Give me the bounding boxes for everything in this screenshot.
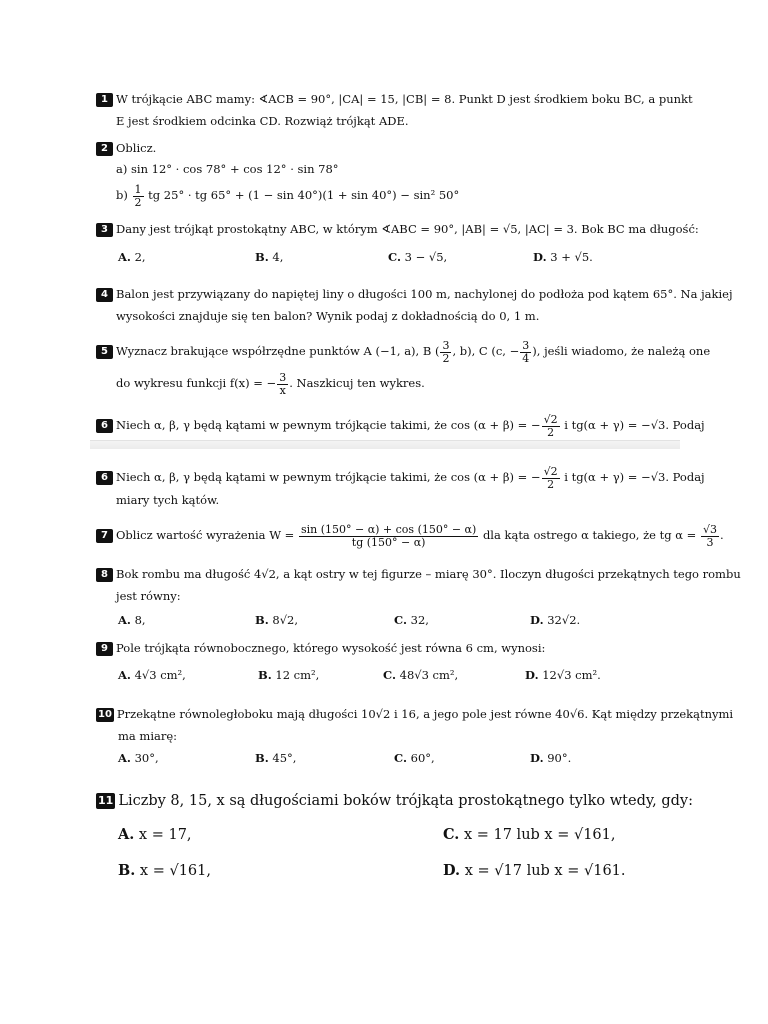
task-3 — [96, 218, 699, 268]
task-text: W trójkącie ABC mamy: ∢ACB = 90°, |CA| = 15, |CB| = 8. Punkt D jest środkiem boku BC, a punkt — [116, 92, 693, 106]
fraction-numerator: √2 — [543, 464, 558, 478]
answer-value: 90°. — [547, 751, 572, 765]
task-text: Niech α, β, γ będą kątami w pewnym trójkącie takimi, że cos (α + β) = − — [116, 418, 541, 432]
answer-a[interactable] — [118, 609, 146, 631]
fraction-numerator: 1 — [134, 182, 142, 196]
answer-b[interactable] — [118, 854, 211, 888]
answer-label: D. — [525, 668, 539, 682]
task-text: ma miarę: — [118, 729, 178, 743]
answer-label: C. — [443, 826, 460, 843]
task-text: Pole trójkąta równobocznego, którego wysokość jest równa 6 cm, wynosi: — [116, 641, 546, 655]
answer-value: 2, — [134, 250, 146, 264]
task-6-duplicate — [96, 410, 705, 440]
answer-label: A. — [118, 250, 131, 264]
fraction — [299, 524, 478, 549]
fraction — [520, 340, 531, 365]
subtask-b-expression: tg 25° · tg 65° + (1 − sin 40°)(1 + sin 40°) − sin² 50° — [148, 188, 460, 202]
answer-value: x = 17, — [138, 827, 192, 843]
task-number: 2 — [96, 142, 113, 156]
task-text: ), jeśli wiadomo, że należą one — [532, 344, 711, 358]
answer-c[interactable] — [383, 664, 458, 686]
task-number: 10 — [98, 709, 112, 720]
task-text: , b), C (c, − — [452, 344, 520, 358]
answer-options — [118, 246, 676, 268]
answer-options — [118, 609, 676, 631]
answer-label: C. — [383, 668, 396, 682]
answer-value: x = √161, — [139, 863, 211, 879]
task-number: 7 — [96, 529, 113, 543]
subtask-b-label: b) — [116, 188, 128, 202]
answer-options-row-2 — [118, 854, 716, 890]
fraction — [542, 414, 560, 439]
fraction-numerator: 3 — [279, 370, 287, 384]
answer-label: C. — [388, 250, 401, 264]
answer-value: 32√2. — [547, 613, 581, 627]
answer-d[interactable] — [525, 664, 601, 686]
answer-label: A. — [118, 668, 131, 682]
fraction-numerator: √2 — [543, 412, 558, 426]
answer-value: x = 17 lub x = √161, — [463, 827, 616, 843]
task-text: Oblicz wartość wyrażenia W = — [116, 528, 295, 542]
answer-label: B. — [118, 862, 136, 879]
answer-options-row-1 — [118, 818, 716, 854]
answer-c[interactable] — [443, 818, 616, 852]
task-text: jest równy: — [116, 589, 181, 603]
fraction-numerator: √3 — [702, 522, 717, 536]
task-6 — [96, 462, 705, 508]
answer-label: C. — [394, 613, 407, 627]
answer-c[interactable] — [394, 609, 429, 631]
fraction — [542, 466, 560, 491]
fraction-numerator: sin (150° − α) + cos (150° − α) — [300, 522, 477, 536]
task-text: Wyznacz brakujące współrzędne punktów A (−1, a), B ( — [116, 344, 440, 358]
task-9 — [96, 637, 676, 686]
task-8 — [96, 563, 741, 631]
fraction-numerator: 3 — [522, 338, 530, 352]
fraction-denominator: x — [279, 383, 286, 397]
answer-a[interactable] — [118, 747, 159, 769]
fraction-denominator: 4 — [522, 351, 530, 365]
answer-value: x = √17 lub x = √161. — [464, 863, 626, 879]
answer-label: B. — [255, 751, 269, 765]
task-text: i tg(α + γ) = −√3. Podaj — [560, 418, 705, 432]
task-number: 5 — [96, 345, 113, 359]
answer-value: 45°, — [272, 751, 297, 765]
task-text: Bok rombu ma długość 4√2, a kąt ostry w tej figurze – miarę 30°. Iloczyn długości przekątnych tego rombu — [116, 567, 741, 581]
task-number: 9 — [96, 642, 113, 656]
answer-c[interactable] — [394, 747, 435, 769]
task-number: 3 — [96, 223, 113, 237]
answer-value: 3 + √5. — [550, 250, 593, 264]
answer-d[interactable] — [533, 246, 593, 268]
scan-seam — [90, 440, 680, 449]
task-4 — [96, 283, 733, 327]
fraction-denominator: 2 — [442, 351, 450, 365]
task-text: Dany jest trójkąt prostokątny ABC, w którym ∢ABC = 90°, |AB| = √5, |AC| = 3. Bok BC ma długość: — [116, 222, 699, 236]
task-text: E jest środkiem odcinka CD. Rozwiąż trójkąt ADE. — [116, 114, 409, 128]
answer-label: A. — [118, 826, 135, 843]
task-text: Niech α, β, γ będą kątami w pewnym trójkącie takimi, że cos (α + β) = − — [116, 470, 541, 484]
answer-label: B. — [258, 668, 272, 682]
answer-b[interactable] — [255, 609, 298, 631]
answer-label: D. — [533, 250, 547, 264]
answer-options — [118, 664, 676, 686]
task-11 — [96, 784, 716, 890]
fraction-denominator: 3 — [706, 535, 714, 549]
answer-label: D. — [443, 862, 461, 879]
task-text: Przekątne równoległoboku mają długości 10√2 i 16, a jego pole jest równe 40√6. Kąt między przekątnymi — [116, 707, 734, 721]
task-text: miary tych kątów. — [116, 493, 220, 507]
answer-d[interactable] — [530, 747, 571, 769]
answer-b[interactable] — [258, 664, 319, 686]
answer-value: 60°, — [410, 751, 435, 765]
fraction-denominator: 2 — [547, 425, 555, 439]
task-text: i tg(α + γ) = −√3. Podaj — [560, 470, 705, 484]
task-number: 8 — [96, 568, 113, 582]
answer-value: 4√3 cm², — [134, 668, 186, 682]
task-text: Balon jest przywiązany do napiętej liny o długości 100 m, nachylonej do podłoża pod kątem 65°. Na jakiej — [116, 287, 733, 301]
answer-value: 8√2, — [272, 613, 299, 627]
answer-value: 12 cm², — [275, 668, 320, 682]
answer-label: B. — [255, 613, 269, 627]
answer-c[interactable] — [388, 246, 447, 268]
answer-b[interactable] — [255, 747, 296, 769]
answer-b[interactable] — [255, 246, 283, 268]
task-text: . Naszkicuj ten wykres. — [289, 376, 425, 390]
subtask-a: a) sin 12° · cos 78° + cos 12° · sin 78° — [116, 162, 339, 176]
task-number: 1 — [96, 93, 113, 107]
task-number: 6 — [96, 419, 113, 433]
task-text: . — [719, 528, 724, 542]
answer-label: A. — [118, 751, 131, 765]
task-text: wysokości znajduje się ten balon? Wynik podaj z dokładnością do 0, 1 m. — [116, 309, 540, 323]
fraction — [133, 184, 144, 209]
task-number: 6 — [96, 471, 113, 485]
answer-value: 4, — [272, 250, 284, 264]
task-2 — [96, 138, 676, 210]
task-7 — [96, 518, 724, 552]
answer-a[interactable] — [118, 246, 146, 268]
answer-options — [118, 747, 676, 769]
fraction — [277, 372, 288, 397]
fraction-numerator: 3 — [442, 338, 450, 352]
task-5 — [96, 335, 711, 399]
fraction-denominator: tg (150° − α) — [351, 535, 426, 549]
answer-value: 3 − √5, — [404, 250, 448, 264]
task-number: 11 — [98, 794, 114, 807]
fraction — [440, 340, 451, 365]
fraction-denominator: 2 — [547, 477, 555, 491]
answer-value: 30°, — [134, 751, 159, 765]
task-text: do wykresu funkcji f(x) = − — [116, 376, 277, 390]
answer-a[interactable] — [118, 664, 186, 686]
task-number: 4 — [96, 288, 113, 302]
answer-value: 8, — [134, 613, 146, 627]
answer-label: B. — [255, 250, 269, 264]
answer-d[interactable] — [530, 609, 580, 631]
answer-value: 12√3 cm². — [542, 668, 601, 682]
task-1 — [96, 88, 693, 132]
answer-label: D. — [530, 751, 544, 765]
answer-a[interactable] — [118, 818, 192, 852]
answer-label: C. — [394, 751, 407, 765]
task-text: Liczby 8, 15, x są długościami boków trójkąta prostokątnego tylko wtedy, gdy: — [118, 793, 693, 809]
fraction-denominator: 2 — [134, 195, 142, 209]
task-10 — [96, 703, 734, 769]
task-title: Oblicz. — [116, 141, 157, 155]
answer-label: D. — [530, 613, 544, 627]
fraction — [701, 524, 719, 549]
answer-label: A. — [118, 613, 131, 627]
answer-d[interactable] — [443, 854, 626, 888]
answer-value: 48√3 cm², — [399, 668, 459, 682]
answer-value: 32, — [410, 613, 429, 627]
task-text: dla kąta ostrego α takiego, że tg α = — [482, 528, 697, 542]
